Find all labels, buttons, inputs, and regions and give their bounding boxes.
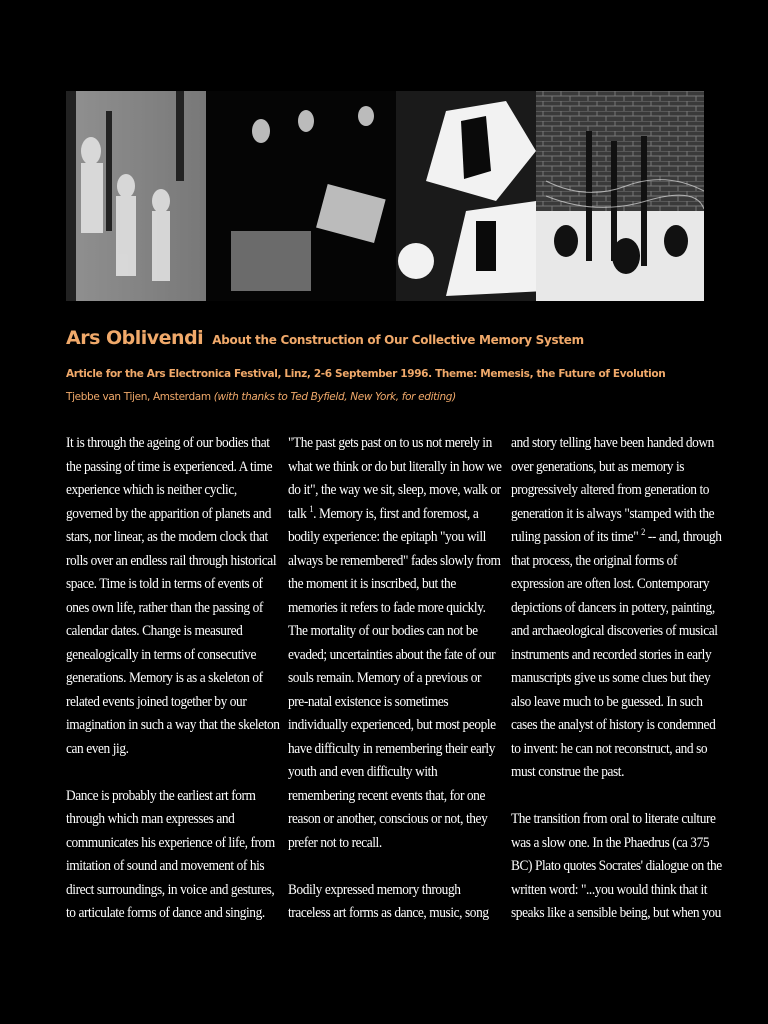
text-line: pre-natal existence is sometimes: [288, 693, 449, 710]
text-line: cases the analyst of history is condemned: [511, 717, 716, 733]
text-line: stars, nor linear, as the modern clock that: [66, 529, 268, 545]
paragraph-gap: [288, 855, 479, 879]
text-line: depictions of dancers in pottery, painting,: [511, 599, 715, 616]
text-column-2: [288, 432, 502, 926]
text-fragment: . Memory is, first and foremost, a: [313, 505, 479, 522]
text-line: to articulate forms of dance and singing.: [66, 905, 265, 921]
text-line: through which man expresses and: [66, 811, 235, 827]
paragraph-gap: [66, 761, 257, 785]
author-thanks: (with thanks to Ted Byfield, New York, for editing): [213, 391, 456, 403]
text-line: always be remembered" fades slowly from: [288, 552, 501, 569]
text-line: evaded; uncertainties about the fate of our: [288, 646, 496, 663]
text-line: [288, 503, 479, 527]
text-line: rolls over an endless rail through historical: [66, 552, 277, 569]
text-line: to invent: he can not reconstruct, and so: [511, 740, 708, 757]
text-line: traceless art forms as dance, music, song: [288, 905, 489, 921]
text-line: space. Time is told in terms of events of: [66, 576, 263, 592]
text-line: youth and even difficulty with: [288, 764, 438, 780]
text-line: prefer not to recall.: [288, 834, 382, 851]
text-line: the passing of time is experienced. A time: [66, 458, 273, 475]
text-line: and story telling have been handed down: [511, 435, 714, 451]
text-line: imagination in such a way that the skeleton: [66, 717, 280, 733]
text-line: generations. Memory is as a skeleton of: [66, 670, 263, 686]
text-line: genealogically in terms of consecutive: [66, 646, 256, 663]
author-name: Tjebbe van Tijen, Amsterdam: [66, 391, 211, 403]
text-line: the moment it is inscribed, but the: [288, 576, 456, 592]
text-line: bodily experience: the epitaph "you will: [288, 529, 486, 545]
paragraph-gap: [511, 785, 702, 809]
footnote-2-link[interactable]: 2: [641, 527, 645, 537]
text-line: was a slow one. In the Phaedrus (ca 375: [511, 834, 710, 851]
text-line: governed by the apparition of planets and: [66, 505, 272, 522]
text-line: that process, the original forms of: [511, 552, 677, 569]
text-line: calendar dates. Change is measured: [66, 623, 243, 639]
text-line: [511, 526, 722, 550]
text-line: remembering recent events that, for one: [288, 787, 485, 804]
text-line: do it", the way we sit, sleep, move, walk or: [288, 482, 501, 498]
text-line: ones own life, rather than the passing of: [66, 599, 263, 616]
page-title: Ars Oblivendi: [66, 327, 204, 349]
text-line: individually experienced, but most people: [288, 717, 496, 733]
text-line: Dance is probably the earliest art form: [66, 787, 256, 804]
text-line: The mortality of our bodies can not be: [288, 623, 478, 639]
author-line: [66, 391, 456, 403]
text-line: The transition from oral to literate culture: [511, 811, 716, 827]
text-line: can even jig.: [66, 740, 129, 757]
text-line: related events joined together by our: [66, 693, 247, 710]
text-line: direct surroundings, in voice and gestures,: [66, 881, 275, 898]
text-line: BC) Plato quotes Socrates' dialogue on the: [511, 858, 722, 874]
text-line: "The past gets past on to us not merely in: [288, 435, 492, 451]
text-line: communicates his experience of life, from: [66, 834, 275, 851]
text-column-3: [511, 432, 722, 926]
text-line: over generations, but as memory is: [511, 458, 685, 475]
text-fragment: -- and, through: [644, 529, 722, 545]
text-line: expression are often lost. Contemporary: [511, 576, 710, 592]
text-line: souls remain. Memory of a previous or: [288, 670, 482, 686]
text-line: progressively altered from generation to: [511, 482, 710, 498]
text-line: written word: "...you would think that it: [511, 881, 708, 898]
page-subtitle: About the Construction of Our Collective Memory System: [212, 333, 584, 347]
footnote-1-link[interactable]: 1: [309, 503, 314, 514]
text-line: generation it is always "stamped with the: [511, 505, 715, 522]
text-line: manuscripts give us some clues but they: [511, 670, 711, 686]
text-line: Bodily expressed memory through: [288, 881, 461, 898]
collage-image: [66, 91, 704, 301]
text-line: reason or another, conscious or not, they: [288, 811, 488, 827]
text-line: It is through the ageing of our bodies that: [66, 435, 270, 451]
text-line: what we think or do but literally in how we: [288, 458, 502, 475]
text-fragment: talk: [288, 505, 307, 522]
text-line: speaks like a sensible being, but when you: [511, 905, 721, 921]
text-line: instruments and recorded stories in early: [511, 646, 712, 663]
title-row: [66, 327, 706, 349]
text-fragment: ruling passion of its time": [511, 529, 639, 545]
text-line: have difficulty in remembering their early: [288, 740, 496, 757]
text-line: and archaeological discoveries of musical: [511, 623, 718, 639]
collage-banner-image: [66, 91, 704, 301]
text-line: memories it refers to fade more quickly.: [288, 599, 486, 616]
article-info: Article for the Ars Electronica Festival, Linz, 2-6 September 1996. Theme: Memesis, the Future of Evolution: [66, 368, 666, 380]
text-line: also leave much to be guessed. In such: [511, 693, 703, 710]
text-line: experience which is neither cyclic,: [66, 482, 237, 498]
text-column-1: [66, 432, 280, 926]
text-line: imitation of sound and movement of his: [66, 858, 265, 874]
text-line: must construe the past.: [511, 764, 625, 780]
